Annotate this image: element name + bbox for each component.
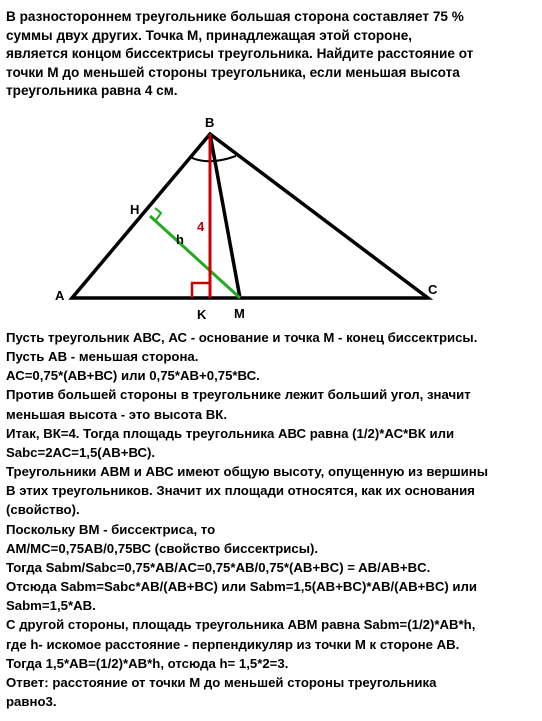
solution-line: Тогда 1,5*АВ=(1/2)*АВ*h, отсюда h= 1,5*2=3. xyxy=(6,655,289,671)
solution-line: меньшая высота - это высота ВК. xyxy=(6,406,228,422)
solution-line: Итак, ВК=4. Тогда площадь треугольника АВС равна (1/2)*АС*ВК или xyxy=(6,425,455,441)
right-angle-mark-h xyxy=(155,208,161,220)
solution-line: В этих треугольников. Значит их площади относятся, как их основания xyxy=(6,483,475,499)
solution-line: Ответ: расстояние от точки М до меньшей стороны треугольника xyxy=(6,674,437,690)
problem-statement xyxy=(6,8,538,101)
triangle-drawing xyxy=(0,108,542,330)
right-angle-mark-k xyxy=(192,283,210,298)
label-a: A xyxy=(55,288,65,303)
solution-line: АС=0,75*(АВ+ВС) или 0,75*АВ+0,75*ВС. xyxy=(6,368,260,384)
solution-line: Пусть треугольник АВС, АС - основание и точка М - конец биссектрисы. xyxy=(6,330,478,345)
problem-line: В разностороннем треугольнике большая сторона составляет 75 % xyxy=(6,9,464,24)
label-k: K xyxy=(197,307,207,322)
solution-line: где h- искомое расстояние - перпендикуляр из точки М к стороне АВ. xyxy=(6,636,460,652)
label-b: B xyxy=(205,115,215,130)
solution-line: Поскольку ВМ - биссектриса, то xyxy=(6,521,216,537)
solution-line: АМ/МС=0,75АВ/0,75ВС (свойство биссектрисы). xyxy=(6,540,319,556)
solution-line: Пусть АВ - меньшая сторона. xyxy=(6,349,199,365)
solution-line: Тогда Sabm/Sabc=0,75*AB/AC=0,75*AB/0,75*(AB+BC) = AB/AB+BC. xyxy=(6,559,431,575)
solution-line: Sabc=2АС=1,5(АВ+ВС). xyxy=(6,444,156,460)
problem-line: является концом биссектрисы треугольника. Найдите расстояние от xyxy=(6,46,474,62)
solution-line: Треугольники АВМ и АВС имеют общую высоту, опущенную из вершины xyxy=(6,464,488,480)
problem-line: суммы двух других. Точка М, принадлежащая этой стороне, xyxy=(6,27,413,43)
problem-line: треугольника равна 4 см. xyxy=(6,83,178,99)
solution-line: равно3. xyxy=(6,693,57,709)
solution-line: Против большей стороны в треугольнике лежит больший угол, значит xyxy=(6,387,471,403)
solution-line: Отсюда Sabm=Sabc*AB/(AB+BC) или Sabm=1,5(AB+BC)*AB/(AB+BC) или xyxy=(6,579,478,595)
problem-line: точки М до меньшей стороны треугольника, если меньшая высота xyxy=(6,64,460,80)
triangle-figure xyxy=(0,108,542,330)
solution-text xyxy=(6,328,540,711)
triangle-abc xyxy=(72,134,428,298)
solution-line: Sabm=1,5*AB. xyxy=(6,598,96,614)
solution-line: (свойство). xyxy=(6,502,80,518)
label-h-distance: h xyxy=(176,232,184,247)
label-height-value: 4 xyxy=(197,219,205,234)
solution-line: С другой стороны, площадь треугольника АВМ равна Sabm=(1/2)*AB*h, xyxy=(6,617,476,633)
label-h-point: H xyxy=(130,202,140,217)
label-m: M xyxy=(234,306,245,321)
label-c: C xyxy=(428,282,438,297)
